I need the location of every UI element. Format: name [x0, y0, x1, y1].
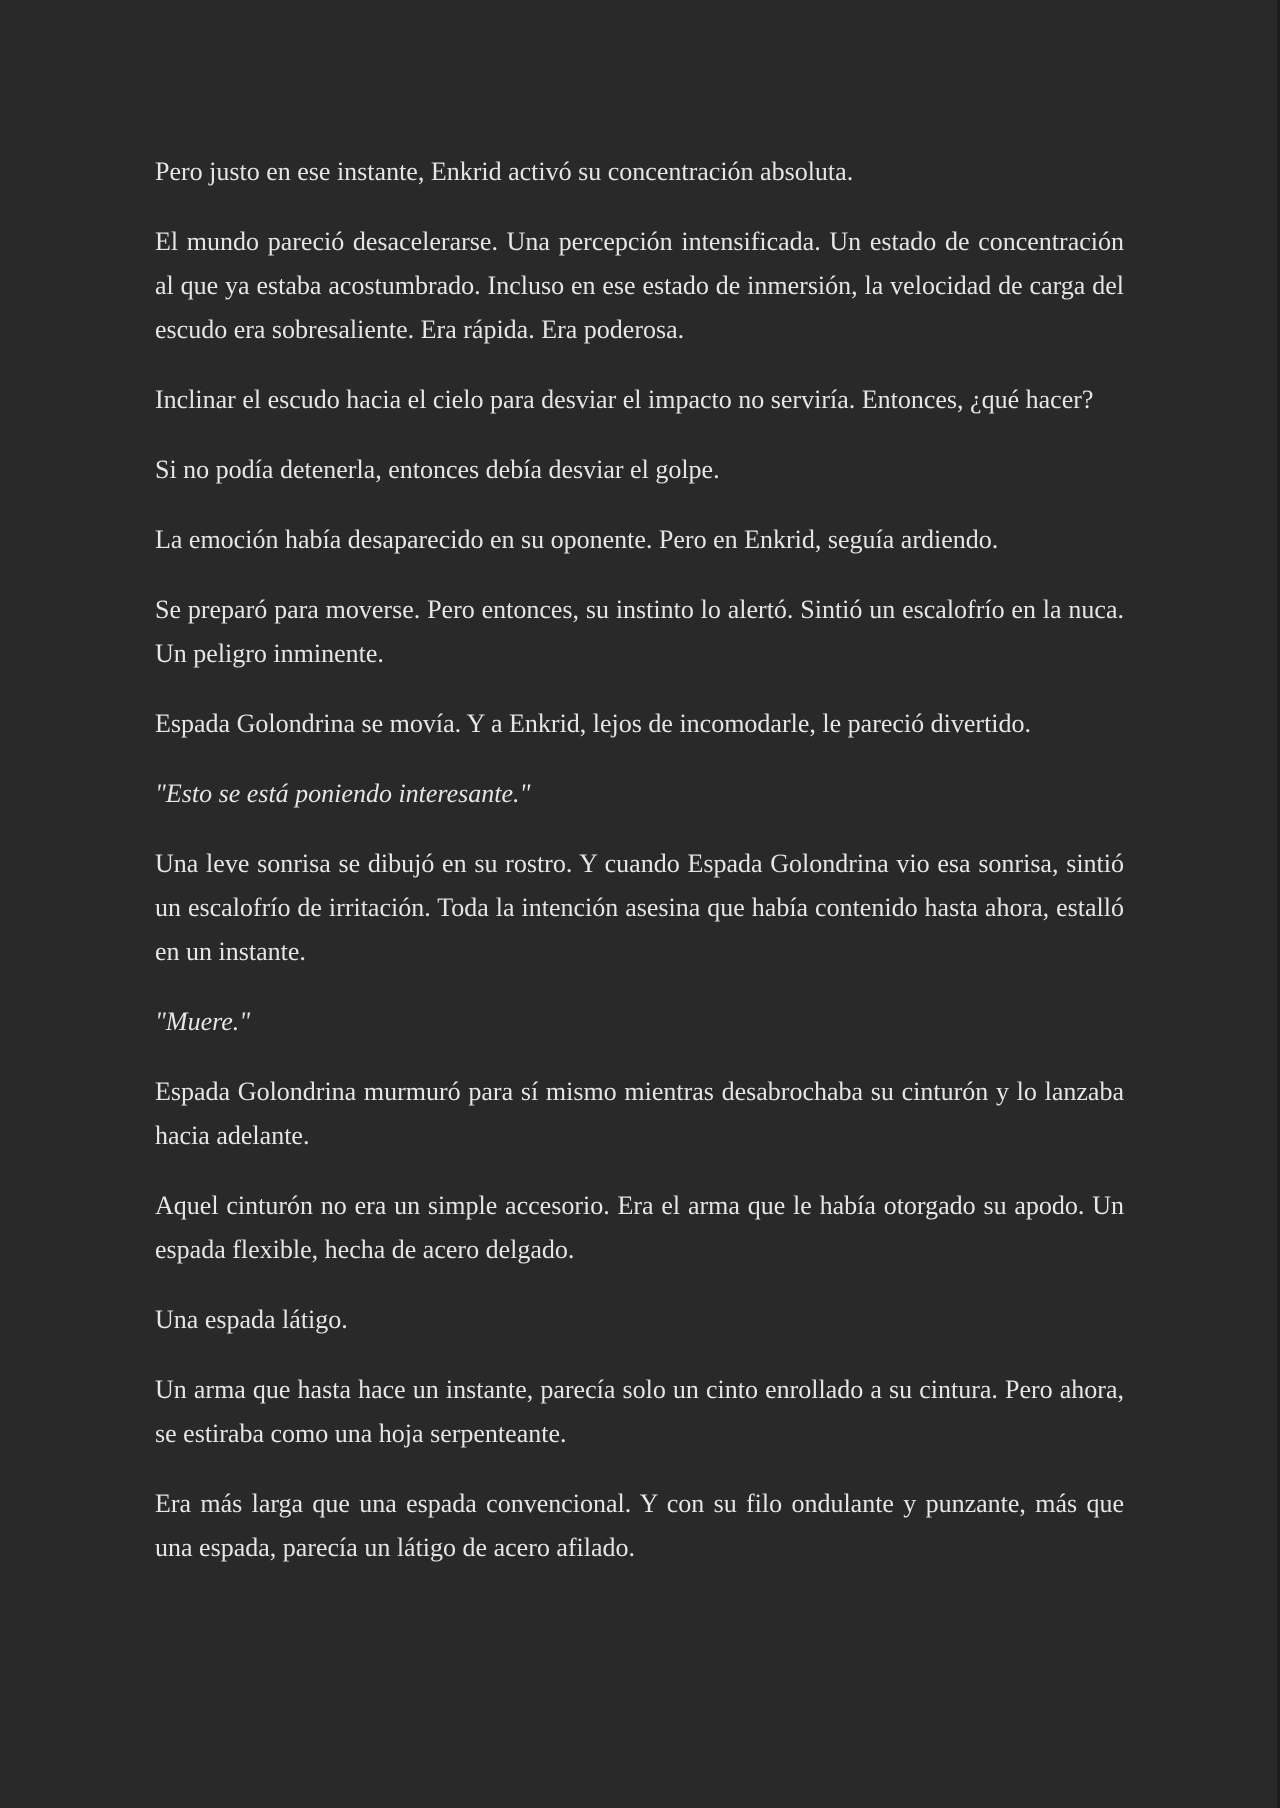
paragraph: Era más larga que una espada convencional. Y con su filo ondulante y punzante, más que una espada, parecía un látigo de acero afilado.	[155, 1489, 1124, 1562]
paragraph: Espada Golondrina se movía. Y a Enkrid, lejos de incomodarle, le pareció divertido.	[155, 709, 1032, 738]
chapter-text	[155, 150, 1124, 1596]
dialogue-line: "Muere."	[155, 1007, 251, 1036]
paragraph: Aquel cinturón no era un simple accesorio. Era el arma que le había otorgado su apodo. Un espada flexible, hecha de acero delgado.	[155, 1191, 1124, 1264]
dialogue-line: "Esto se está poniendo interesante."	[155, 779, 531, 808]
paragraph: Se preparó para moverse. Pero entonces, su instinto lo alertó. Sintió un escalofrío en la nuca. Un peligro inminente.	[155, 595, 1124, 668]
paragraph: Si no podía detenerla, entonces debía desviar el golpe.	[155, 455, 720, 484]
paragraph: Una espada látigo.	[155, 1305, 348, 1334]
paragraph: Un arma que hasta hace un instante, parecía solo un cinto enrollado a su cintura. Pero ahora, se estiraba como una hoja serpenteante.	[155, 1375, 1124, 1448]
paragraph: Una leve sonrisa se dibujó en su rostro. Y cuando Espada Golondrina vio esa sonrisa, sintió un escalofrío de irritación. Toda la intención asesina que había contenido hasta ahora, estalló en un instante.	[155, 849, 1124, 966]
paragraph: Pero justo en ese instante, Enkrid activó su concentración absoluta.	[155, 157, 854, 186]
paragraph: La emoción había desaparecido en su oponente. Pero en Enkrid, seguía ardiendo.	[155, 525, 999, 554]
paragraph: Inclinar el escudo hacia el cielo para desviar el impacto no serviría. Entonces, ¿qué hacer?	[155, 385, 1094, 414]
paragraph: El mundo pareció desacelerarse. Una percepción intensificada. Un estado de concentración al que ya estaba acostumbrado. Incluso en ese estado de inmersión, la velocidad de carga del escudo era sobresaliente. Era rápida. Era poderosa.	[155, 227, 1124, 344]
paragraph: Espada Golondrina murmuró para sí mismo mientras desabrochaba su cinturón y lo lanzaba hacia adelante.	[155, 1077, 1124, 1150]
